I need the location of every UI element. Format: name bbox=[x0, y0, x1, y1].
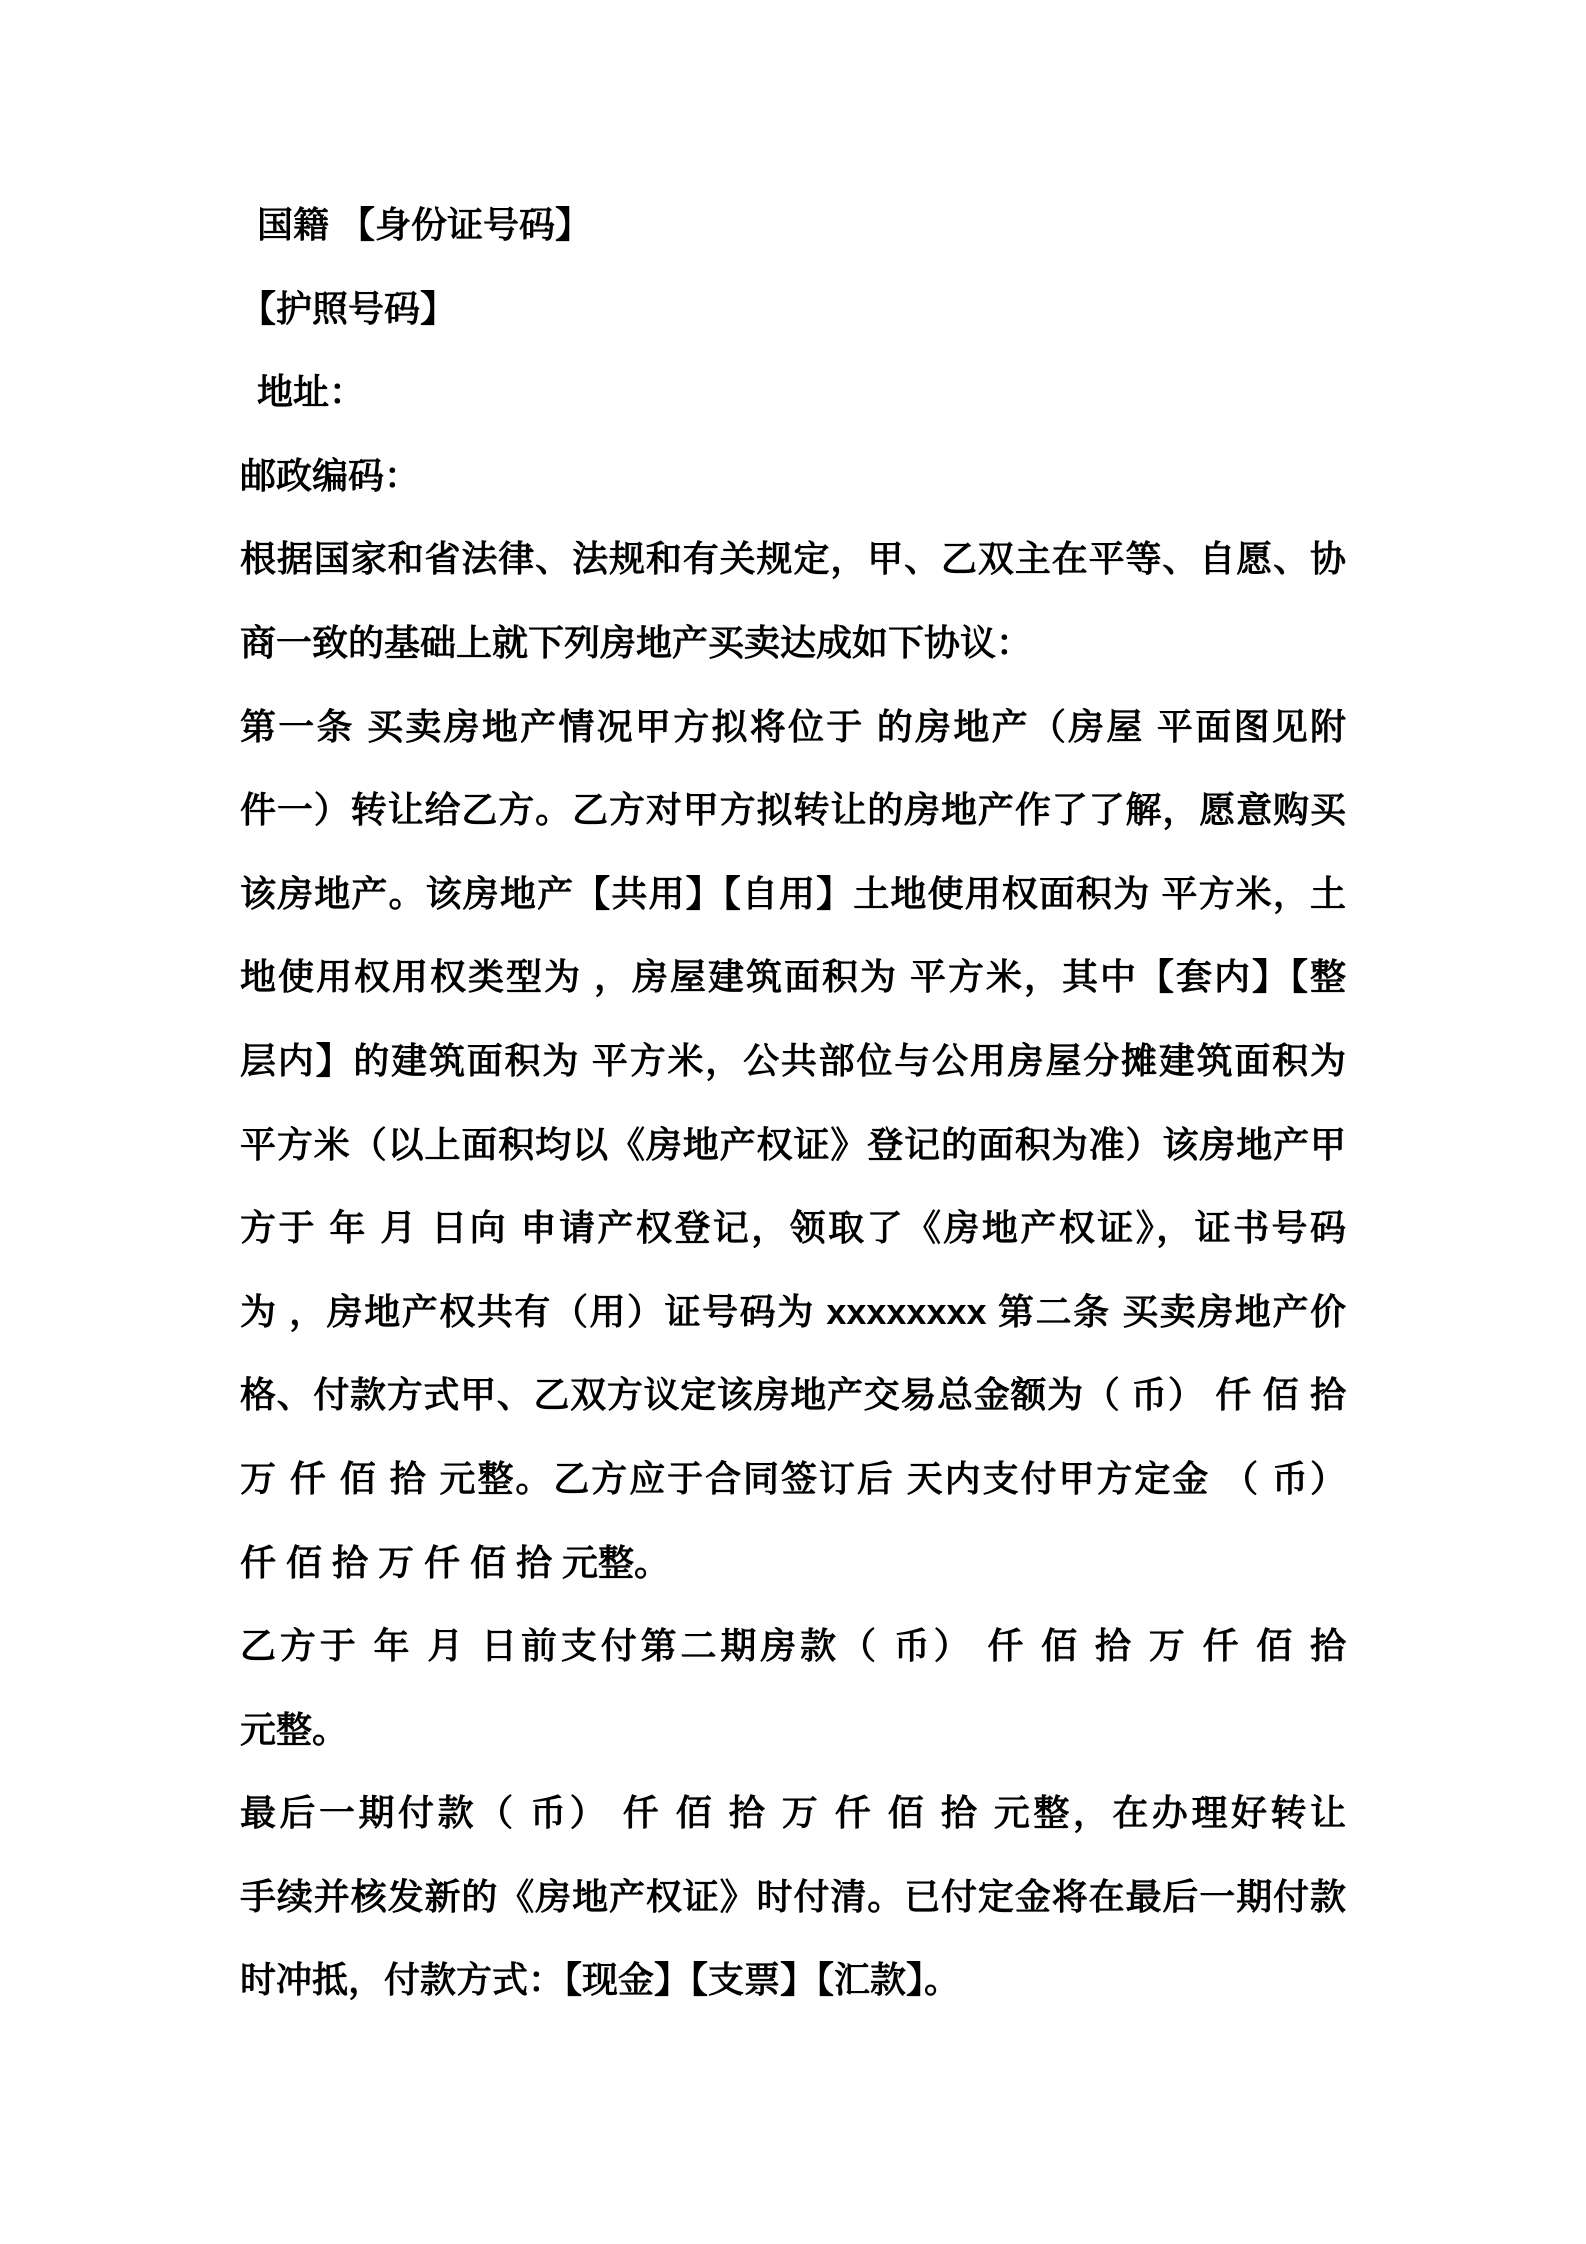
text-line: 【护照号码】 bbox=[240, 287, 457, 329]
text-line: 商一致的基础上就下列房地产买卖达成如下协议： bbox=[240, 621, 1033, 663]
text-line: 万 仟 佰 拾 元整。乙方应于合同签订后 天内支付甲方定金 （ 币） bbox=[240, 1457, 1346, 1499]
text-line: 最后一期付款（ 币） 仟 佰 拾 万 仟 佰 拾 元整，在办理好转让 bbox=[240, 1792, 1346, 1834]
text-line: 仟 佰 拾 万 仟 佰 拾 元整。 bbox=[240, 1541, 671, 1583]
text-line: 层内】的建筑面积为 平方米，公共部位与公用房屋分摊建筑面积为 bbox=[240, 1039, 1346, 1081]
text-line: 手续并核发新的《房地产权证》时付清。已付定金将在最后一期付款 bbox=[240, 1875, 1346, 1917]
text-line: 平方米（以上面积均以《房地产权证》登记的面积为准）该房地产甲 bbox=[240, 1123, 1346, 1165]
text-line: 元整。 bbox=[240, 1708, 349, 1750]
text-line: 格、付款方式甲、乙双方议定该房地产交易总金额为（ 币） 仟 佰 拾 bbox=[240, 1374, 1346, 1416]
text-line: 地使用权用权类型为 ，房屋建筑面积为 平方米，其中【套内】【整 bbox=[240, 956, 1346, 998]
text-line: 为 ，房地产权共有（用）证号码为 xxxxxxxx 第二条 买卖房地产价 bbox=[240, 1290, 1346, 1332]
text-line: 根据国家和省法律、法规和有关规定，甲、乙双主在平等、自愿、协 bbox=[240, 538, 1346, 580]
text-line: 地址： bbox=[257, 371, 366, 413]
text-line: 时冲抵，付款方式：【现金】【支票】【汇款】。 bbox=[240, 1959, 961, 2001]
text-line: 方于 年 月 日向 申请产权登记，领取了《房地产权证》，证书号码 bbox=[240, 1207, 1346, 1249]
text-line: 国籍 【身份证号码】 bbox=[257, 204, 592, 245]
text-line: 第一条 买卖房地产情况甲方拟将位于 的房地产（房屋 平面图见附 bbox=[240, 705, 1346, 747]
text-line: 该房地产。该房地产【共用】【自用】土地使用权面积为 平方米，土 bbox=[240, 872, 1346, 914]
text-line: 件一）转让给乙方。乙方对甲方拟转让的房地产作了了解，愿意购买 bbox=[240, 789, 1346, 831]
text-line: 邮政编码： bbox=[240, 454, 421, 496]
text-line: 乙方于 年 月 日前支付第二期房款（ 币） 仟 佰 拾 万 仟 佰 拾 bbox=[240, 1625, 1346, 1667]
